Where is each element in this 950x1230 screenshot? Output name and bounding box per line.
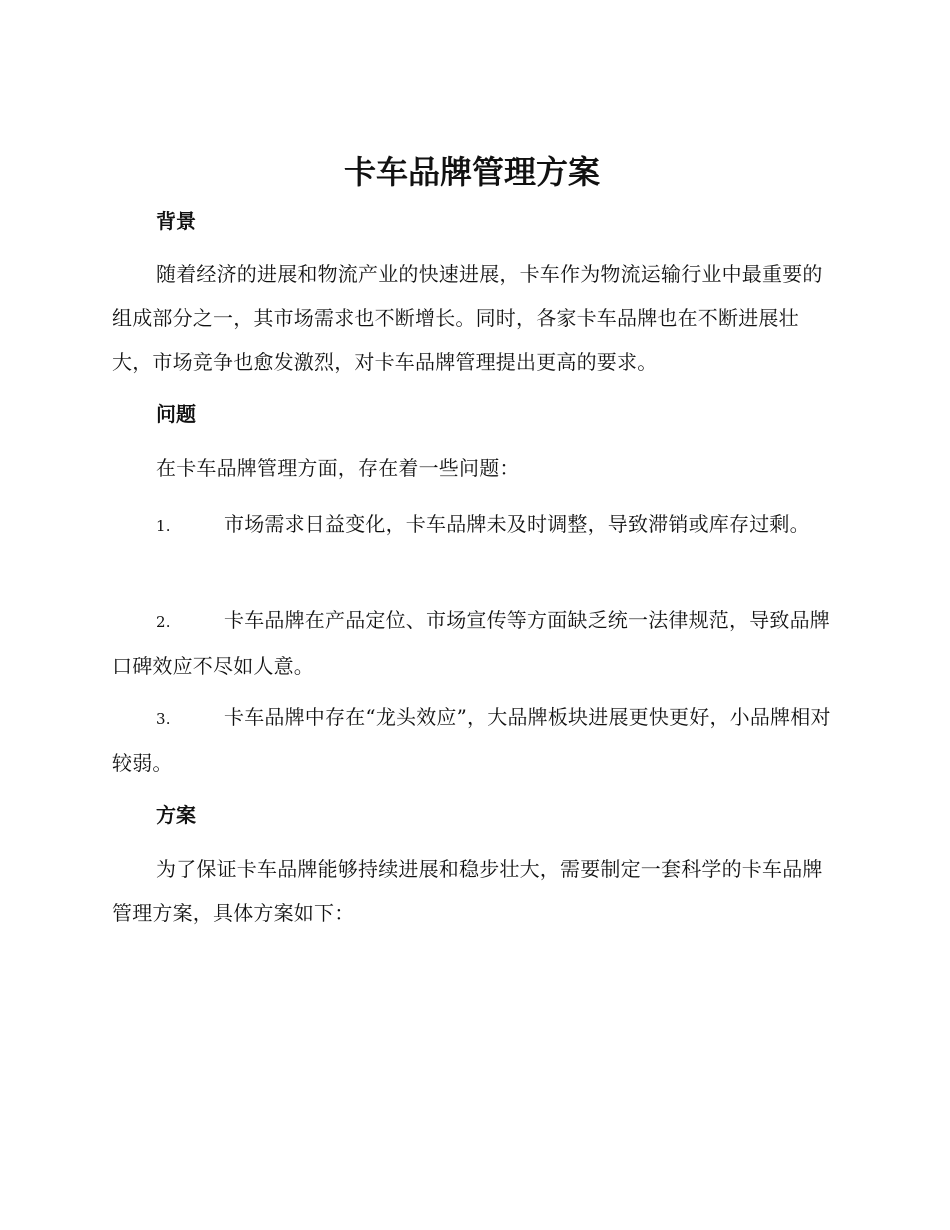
list-item	[112, 502, 832, 548]
list-item	[112, 598, 832, 688]
plan-paragraph: 为了保证卡车品牌能够持续进展和稳步壮大，需要制定一套科学的卡车品牌管理方案，具体方案如下：	[112, 857, 823, 925]
document-page	[112, 0, 832, 1230]
section-heading-background: 背景	[156, 209, 196, 233]
list-item-text: 卡车品牌中存在“龙头效应”，大品牌板块进展更快更好，小品牌相对较弱。	[112, 705, 831, 775]
list-item-number: 3.	[156, 710, 171, 728]
section-heading-problems: 问题	[156, 402, 196, 426]
problems-intro: 在卡车品牌管理方面，存在着一些问题：	[156, 456, 520, 480]
list-item	[112, 695, 832, 785]
list-item-text: 卡车品牌在产品定位、市场宣传等方面缺乏统一法律规范，导致品牌口碑效应不尽如人意。	[112, 608, 830, 678]
list-item-number: 1.	[156, 517, 171, 535]
list-item-text: 市场需求日益变化，卡车品牌未及时调整，导致滞销或库存过剩。	[224, 512, 810, 536]
list-item-number: 2.	[156, 613, 171, 631]
background-paragraph: 随着经济的进展和物流产业的快速进展，卡车作为物流运输行业中最重要的组成部分之一，其市场需求也不断增长。同时，各家卡车品牌也在不断进展壮大，市场竞争也愈发激烈，对卡车品牌管理提出更高的要求。	[112, 262, 823, 374]
document-title: 卡车品牌管理方案	[343, 153, 600, 191]
section-heading-plan: 方案	[156, 803, 196, 827]
